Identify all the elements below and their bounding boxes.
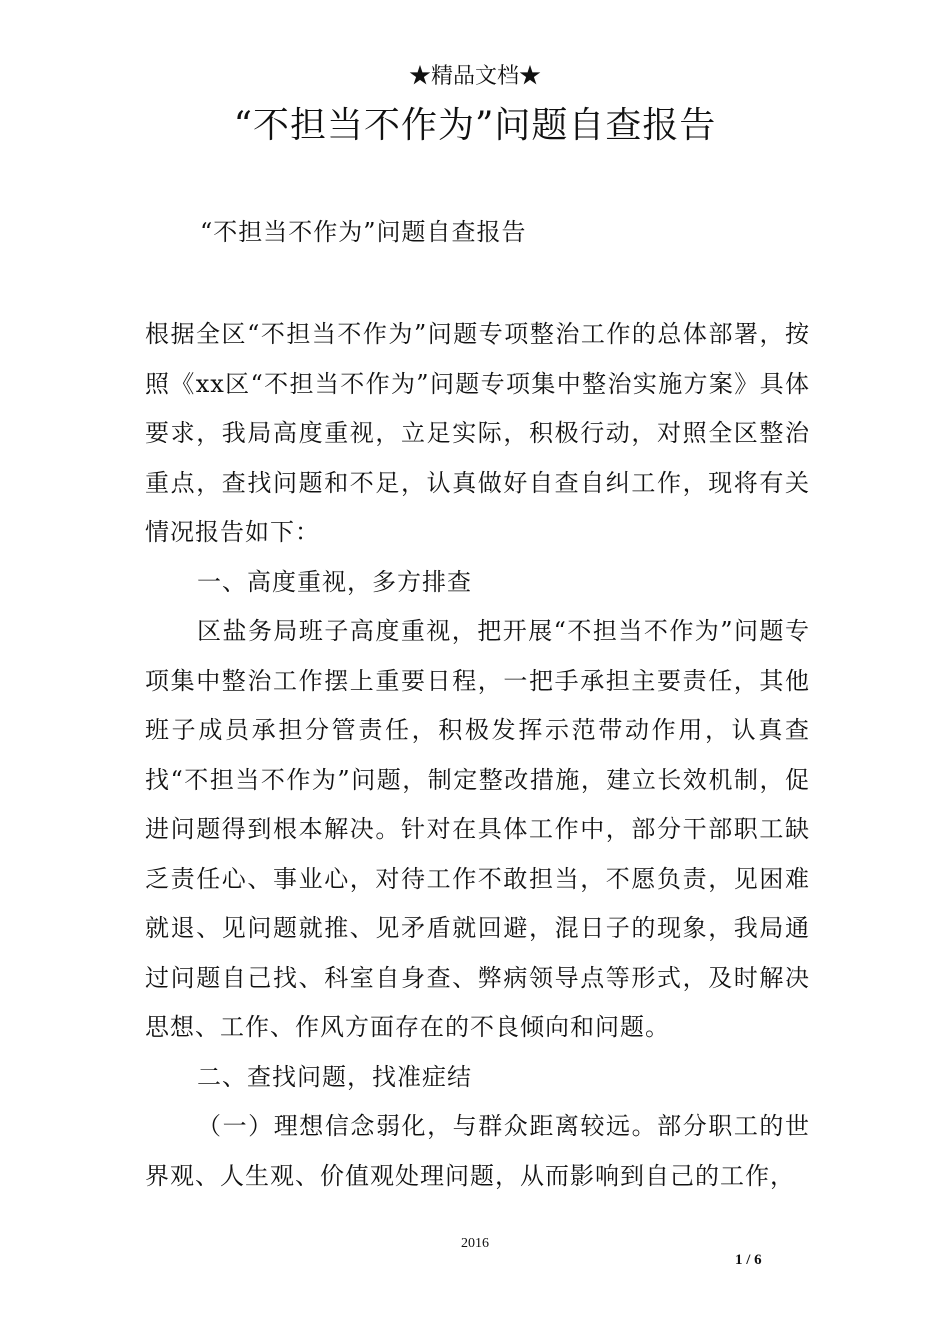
document-subtitle: “不担当不作为”问题自查报告 (200, 218, 527, 246)
document-title: “不担当不作为”问题自查报告 (233, 105, 717, 146)
page-number: 1 / 6 (735, 1252, 762, 1268)
section-heading-2: 二、查找问题，找准症结 (197, 1062, 472, 1091)
paragraph-intro: 根据全区“不担当不作为”问题专项整治工作的总体部署，按照《xx区“不担当不作为”问题专项集中整治实施方案》具体要求，我局高度重视，立足实际，积极行动，对照全区整治重点，查找问题和不足，认真做好自查自纠工作，现将有关情况报告如下： (145, 320, 810, 546)
paragraph-section-1: 区盐务局班子高度重视，把开展“不担当不作为”问题专项集中整治工作摆上重要日程，一把手承担主要责任，其他班子成员承担分管责任，积极发挥示范带动作用，认真查找“不担当不作为”问题，制定整改措施，建立长效机制，促进问题得到根本解决。针对在具体工作中，部分干部职工缺乏责任心、事业心，对待工作不敢担当，不愿负责，见困难就退、见问题就推、见矛盾就回避，混日子的现象，我局通过问题自己找、科室自身查、弊病领导点等形式，及时解决思想、工作、作风方面存在的不良倾向和问题。 (145, 617, 810, 1041)
footer-year: 2016 (461, 1236, 489, 1251)
section-heading-1: 一、高度重视，多方排查 (197, 567, 472, 596)
paragraph-section-2-item-1: （一）理想信念弱化，与群众距离较远。部分职工的世界观、人生观、价值观处理问题，从而影响到自己的工作， (145, 1112, 810, 1190)
header-mark: ★精品文档★ (408, 64, 541, 89)
document-body (145, 310, 810, 1201)
